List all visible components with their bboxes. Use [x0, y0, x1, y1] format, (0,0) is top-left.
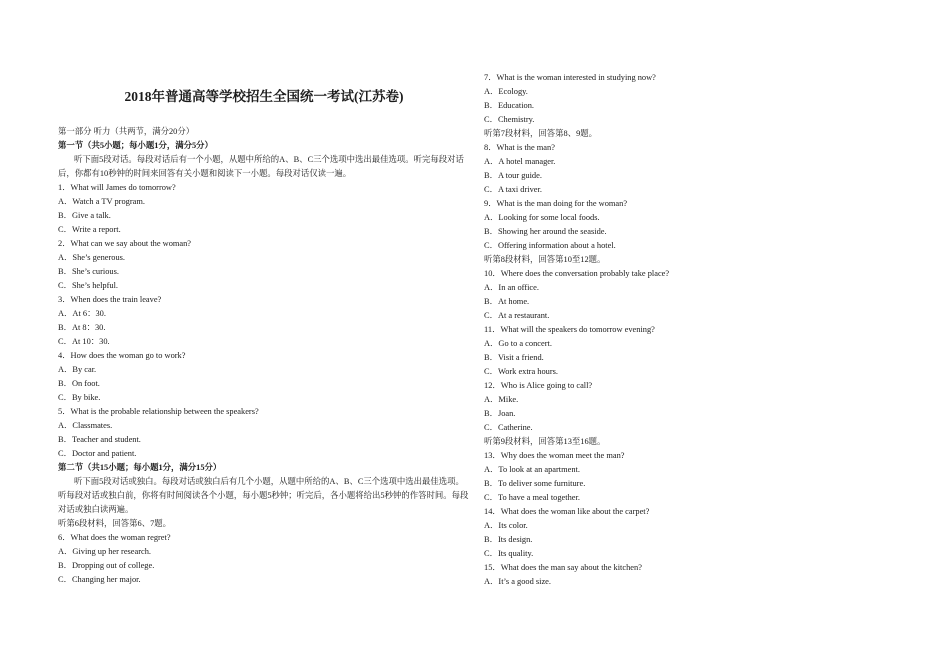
question-text: 4．How does the woman go to work? [58, 351, 186, 360]
option-b: B．To deliver some furniture. [484, 479, 586, 488]
option-a: A．A hotel manager. [484, 157, 556, 166]
question-text: 10．Where does the conversation probably take place? [484, 269, 670, 278]
question-text: 14．What does the woman like about the carpet? [484, 507, 650, 516]
question-text: 6．What does the woman regret? [58, 533, 171, 542]
option-b: B．Give a talk. [58, 211, 111, 220]
question-8 [484, 141, 904, 197]
section-instructions: 听下面5段对话。每段对话后有一个小题，从题中所给的A、B、C三个选项中选出最佳选项。听完每段对话后，你都有10秒钟的时间来回答有关小题和阅读下一小题。每段对话仅读一遍。 [58, 155, 464, 178]
option-c: C．Write a report. [58, 225, 121, 234]
option-a: A．In an office. [484, 283, 539, 292]
question-text: 9．What is the man doing for the woman? [484, 199, 628, 208]
question-text: 7．What is the woman interested in studying now? [484, 73, 656, 82]
page-title: 2018年普通高等学校招生全国统一考试(江苏卷) [124, 89, 404, 104]
option-b: B．Education. [484, 101, 535, 110]
part-heading: 第一部分 听力（共两节，满分20分） [58, 127, 195, 136]
option-b: B．On foot. [58, 379, 100, 388]
option-c: C．At 10：30. [58, 337, 110, 346]
section-heading: 第一节（共5小题；每小题1分，满分5分） [58, 141, 213, 150]
option-c: C．Work extra hours. [484, 367, 558, 376]
option-a: A．To look at an apartment. [484, 465, 580, 474]
option-c: C．Doctor and patient. [58, 449, 137, 458]
option-a: A．Go to a concert. [484, 339, 552, 348]
option-a: A．Mike. [484, 395, 519, 404]
option-a: A．Ecology. [484, 87, 528, 96]
option-c: C．Its quality. [484, 549, 534, 558]
question-2 [58, 237, 470, 293]
question-text: 13．Why does the woman meet the man? [484, 451, 625, 460]
question-text: 15．What does the man say about the kitchen? [484, 563, 642, 572]
material-note: 听第6段材料，回答第6、7题。 [58, 519, 172, 528]
option-a: A．Watch a TV program. [58, 197, 145, 206]
option-c: C．Catherine. [484, 423, 533, 432]
question-text: 1．What will James do tomorrow? [58, 183, 176, 192]
option-b: B．Showing her around the seaside. [484, 227, 607, 236]
option-b: B．A tour guide. [484, 171, 542, 180]
material-note: 听第7段材料，回答第8、9题。 [484, 129, 598, 138]
option-a: A．Giving up her research. [58, 547, 152, 556]
option-b: B．She’s curious. [58, 267, 119, 276]
question-text: 3．When does the train leave? [58, 295, 162, 304]
question-text: 2．What can we say about the woman? [58, 239, 192, 248]
option-c: C．At a restaurant. [484, 311, 550, 320]
question-11 [484, 323, 904, 379]
material-note: 听第8段材料，回答第10至12题。 [484, 255, 606, 264]
option-b: B．Visit a friend. [484, 353, 544, 362]
option-b: B．Joan. [484, 409, 516, 418]
question-9 [484, 197, 904, 253]
option-b: B．At home. [484, 297, 530, 306]
option-a: A．At 6：30. [58, 309, 106, 318]
option-a: A．Its color. [484, 521, 528, 530]
left-column [58, 125, 470, 587]
question-text: 5．What is the probable relationship between the speakers? [58, 407, 259, 416]
section-instructions: 听下面5段对话或独白。每段对话或独白后有几个小题，从题中所给的A、B、C三个选项中选出最佳选项。听每段对话或独白前，你将有时间阅读各个小题，每小题5秒钟；听完后，各小题将给出5秒钟的作答时间。每段对话或独白读两遍。 [58, 477, 469, 514]
question-10 [484, 267, 904, 323]
option-b: B．Dropping out of college. [58, 561, 155, 570]
question-12 [484, 379, 904, 435]
question-4 [58, 349, 470, 405]
material-note: 听第9段材料，回答第13至16题。 [484, 437, 606, 446]
question-13 [484, 449, 904, 505]
question-14 [484, 505, 904, 561]
question-text: 11．What will the speakers do tomorrow evening? [484, 325, 655, 334]
option-c: C．To have a meal together. [484, 493, 580, 502]
question-6 [58, 531, 470, 587]
option-a: A．She’s generous. [58, 253, 125, 262]
option-b: B．Its design. [484, 535, 533, 544]
option-a: A．It’s a good size. [484, 577, 551, 586]
option-b: B．Teacher and student. [58, 435, 141, 444]
question-15 [484, 561, 904, 589]
question-1 [58, 181, 470, 237]
option-a: A．Classmates. [58, 421, 113, 430]
option-a: A．By car. [58, 365, 97, 374]
option-c: C．By bike. [58, 393, 101, 402]
question-7 [484, 71, 904, 127]
option-c: C．Offering information about a hotel. [484, 241, 616, 250]
question-text: 8．What is the man? [484, 143, 555, 152]
option-a: A．Looking for some local foods. [484, 213, 600, 222]
option-c: C．A taxi driver. [484, 185, 542, 194]
question-5 [58, 405, 470, 461]
option-b: B．At 8：30. [58, 323, 106, 332]
option-c: C．Chemistry. [484, 115, 535, 124]
option-c: C．She’s helpful. [58, 281, 119, 290]
section-heading: 第二节（共15小题；每小题1分，满分15分） [58, 463, 222, 472]
right-column [484, 71, 904, 589]
option-c: C．Changing her major. [58, 575, 141, 584]
question-text: 12．Who is Alice going to call? [484, 381, 593, 390]
question-3 [58, 293, 470, 349]
